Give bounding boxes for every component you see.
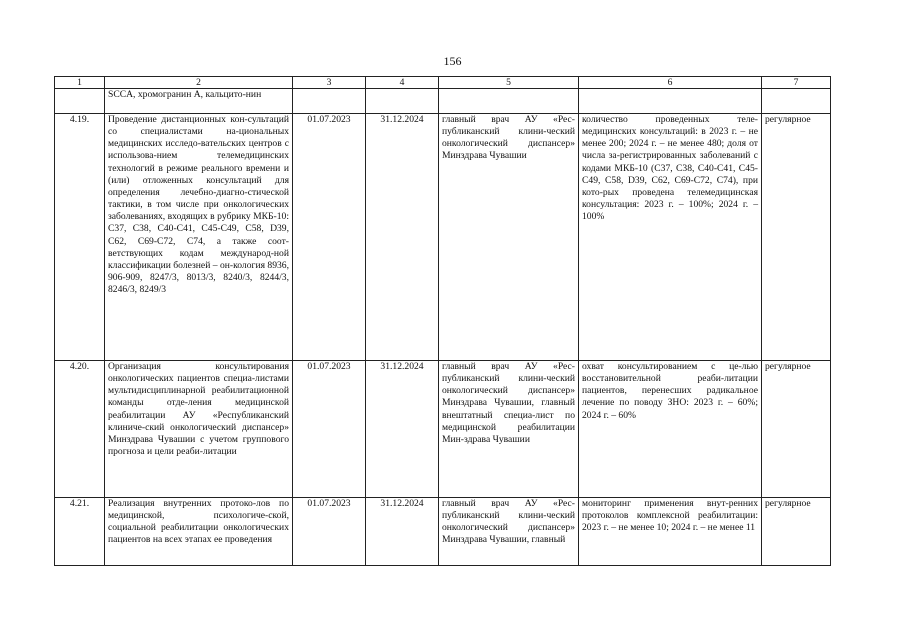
end-date-cell: 31.12.2024 [366,361,439,498]
end-date-cell: 31.12.2024 [366,114,439,361]
frequency-cell: регулярное [762,114,831,361]
start-date-cell: 01.07.2023 [293,498,366,566]
measure-cell: Организация консультирования онкологических пациентов специа-листами мультидисциплинарной реабилитационной команды отде-ления медицинской реабилитации АУ «Республиканский клиниче-ский онкологический диспансер» Минздрава Чувашии с учетом группового прогноза и цели реаби-литации [105,361,293,498]
table-row [55,361,831,498]
row-number: 4.19. [55,114,105,361]
column-header: 3 [293,77,366,89]
responsible-cell: главный врач АУ «Рес-публиканский клини-ческий онкологический диспансер» Минздрава Чувашии [439,114,579,361]
column-header: 4 [366,77,439,89]
indicator-cell: мониторинг применения внут-ренних протоколов комплексной реабилитации: 2023 г. – не менее 10; 2024 г. – не менее 11 [579,498,762,566]
end-date-cell [366,89,439,114]
column-header: 1 [55,77,105,89]
start-date-cell [293,89,366,114]
column-header: 7 [762,77,831,89]
responsible-cell: главный врач АУ «Рес-публиканский клини-ческий онкологический диспансер» Минздрава Чувашии, главный [439,498,579,566]
end-date-cell: 31.12.2024 [366,498,439,566]
table-row [55,89,831,114]
table-row [55,498,831,566]
indicator-cell [579,89,762,114]
measure-cell: Реализация внутренних протоко-лов по медицинской, психологиче-ской, социальной реабилитации онкологических пациентов на всех этапах ее проведения [105,498,293,566]
frequency-cell: регулярное [762,498,831,566]
indicator-cell: охват консультированием с це-лью восстановительной реаби-литации пациентов, перенесших радикальное лечение по поводу ЗНО: 2023 г. – 60%; 2024 г. – 60% [579,361,762,498]
column-header: 2 [105,77,293,89]
measure-cell: SCCA, хромогранин А, кальцито-нин [105,89,293,114]
measures-table [54,76,831,566]
row-number: 4.20. [55,361,105,498]
column-header: 5 [439,77,579,89]
table-header-row [55,77,831,89]
table-row [55,114,831,361]
responsible-cell [439,89,579,114]
measure-cell: Проведение дистанционных кон-сультаций со специалистами на-циональных медицинских исследо-вательских центров с использова-нием телемедицинских технологий в режиме реального времени и (или) отложенных консультаций для определения лечебно-диагно-стической тактики, в том числе при онкологических заболеваниях, входящих в рубрику МКБ-10: C37, C38, C40-C41, C45-C49, C58, D39, C62, C69-C72, C74, а также соот-ветствующих кодам международ-ной классификации болезней – он-кология 8936, 906-909, 8247/3, 8013/3, 8240/3, 8244/3, 8246/3, 8249/3 [105,114,293,361]
row-number: 4.21. [55,498,105,566]
frequency-cell: регулярное [762,361,831,498]
frequency-cell [762,89,831,114]
start-date-cell: 01.07.2023 [293,114,366,361]
responsible-cell: главный врач АУ «Рес-публиканский клини-ческий онкологический диспансер» Минздрава Чувашии, главный внештатный специа-лист по медицинской реабилитации Мин-здрава Чувашии [439,361,579,498]
indicator-cell: количество проведенных теле-медицинских консультаций: в 2023 г. – не менее 200; 2024 г. – не менее 480; доля от числа за-регистрированных заболеваний с кодами МКБ-10 (C37, C38, C40-C41, C45-C49, C58, D39, C62, C69-C72, C74), при кото-рых проведена телемедицинская консультация: 2023 г. – 100%; 2024 г. – 100% [579,114,762,361]
column-header: 6 [579,77,762,89]
start-date-cell: 01.07.2023 [293,361,366,498]
page-number: 156 [443,54,462,68]
row-number [55,89,105,114]
